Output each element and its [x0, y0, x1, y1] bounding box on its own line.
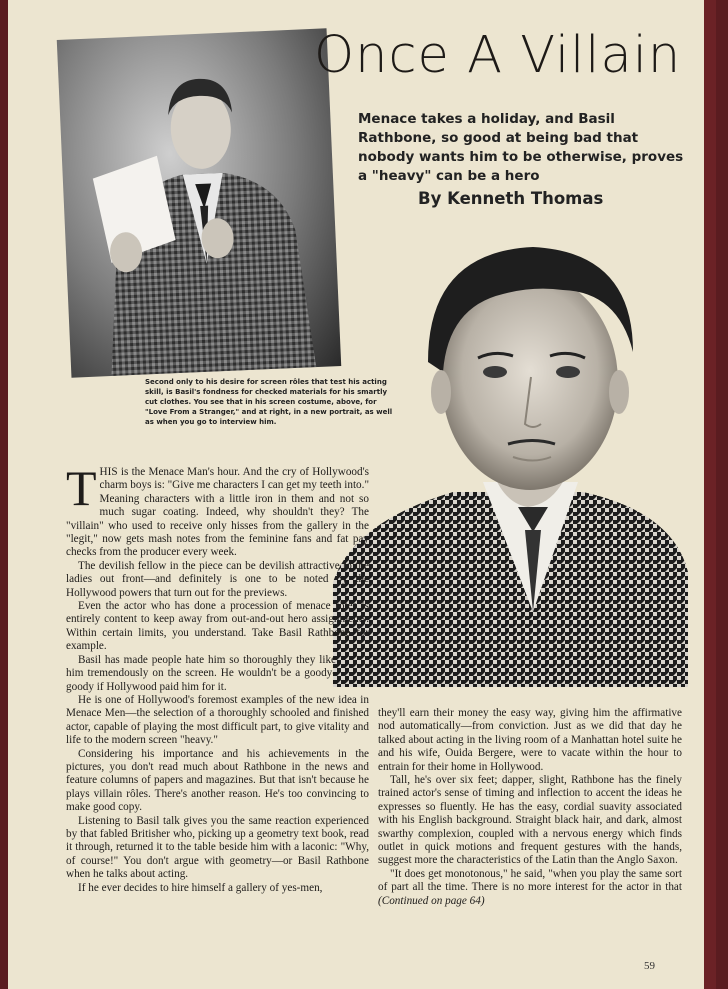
paragraph-6: Considering his importance and his achievements in the pictures, you don't read much about Rathbone in the news and feature columns of papers and magazines. But that isn't because he plays villain rôles. There's another reason. He's too convincing to make good copy. [66, 747, 369, 814]
paragraph-8: If he ever decides to hire himself a gallery of yes-men, [78, 881, 323, 894]
paragraph-11-text: "It does get monotonous," he said, "when you play the same sort of part all the time. There is no more interest for the actor in that [378, 867, 682, 894]
paragraph-5: He is one of Hollywood's foremost examples of the new idea in Menace Men—the selection of a thoroughly schooled and finished actor, capable of playing the most difficult part, to give vitality and life to the modern screen "heavy." [66, 693, 369, 747]
article-byline: By Kenneth Thomas [418, 189, 604, 208]
continued-link[interactable]: (Continued on page 64) [378, 894, 485, 907]
photo-reading-script [57, 28, 341, 377]
photo-caption: Second only to his desire for screen rôles that test his acting skill, is Basil's fondness for checked materials for his smartly cut clothes. You see that in his screen costume, above, for "Love From a Stranger," and at right, in a new portrait, as well as when you go to interview him. [145, 378, 393, 426]
binding-edge [704, 0, 716, 989]
article-column-right [378, 707, 682, 908]
paragraph-2: The devilish fellow in the piece can be devilish attractive to the ladies out front—and definitely is one to be noted by the Hollywood powers that turn out for the previews. [66, 559, 369, 599]
article-title: Once A Villain [314, 26, 682, 85]
paragraph-3: Even the actor who has done a procession of menace rôles is entirely content to keep away from out-and-out hero assignments. Within certain limits, you understand. Take Basil Rathbone for example. [66, 600, 369, 653]
paragraph-1-text: HIS is the Menace Man's hour. And the cry of Hollywood's charm boys is: "Give me characters I can get my teeth into." Meaning characters with a little iron in them and not so much sugar coating. Indeed, why shouldn't they? The "villain" who used to receive only hisses from the gallery in the "legit," now gets mash notes from the feminine fans and fat pay checks from the producer every week. [66, 466, 370, 559]
paragraph-7: Listening to Basil talk gives you the same reaction experienced by that fabled Britisher who, picking up a geometry text book, read it through, returned it to the table beside him with a laconic: "Why, of course!" You don't argue with geometry—or Basil Rathbone when he talks about acting. [66, 814, 369, 881]
paragraph-11 [378, 868, 682, 908]
paragraph-4: Basil has made people hate him so thoroughly they like him tremendously on the screen. He wouldn't be a goody-goody if Hollywood paid him for it. [66, 653, 336, 693]
paragraph-1 [66, 460, 370, 560]
paragraph-10: Tall, he's over six feet; dapper, slight, Rathbone has the finely trained actor's sense of timing and inflection to accent the ideas he expresses so fluently. He has the easy, cordial suavity associated with his English background. Straight black hair, and dark, almost swarthy complexion, coupled with a nervous energy which finds outlet in quick motions and frequent gestures with the hands, suggest more the characteristics of the Latin than the Anglo Saxon. [378, 774, 682, 867]
page-number: 59 [644, 960, 655, 972]
article-column-left [66, 460, 370, 895]
paragraph-9: they'll earn their money the easy way, giving him the affirmative nod automatically—from conviction. Just as we did that day he talked about acting in the living room of a Manhattan hotel suite he and his wife, Ouida Bergere, were to vacate within the hour to entrain for their home in Hollywood. [378, 707, 682, 773]
article-subtitle: Menace takes a holiday, and Basil Rathbone, so good at being bad that nobody wants him to be otherwise, proves a "heavy" can be a hero [358, 111, 684, 184]
magazine-page [8, 0, 716, 989]
drop-cap: T [66, 460, 97, 516]
portrait-photo [333, 232, 688, 687]
